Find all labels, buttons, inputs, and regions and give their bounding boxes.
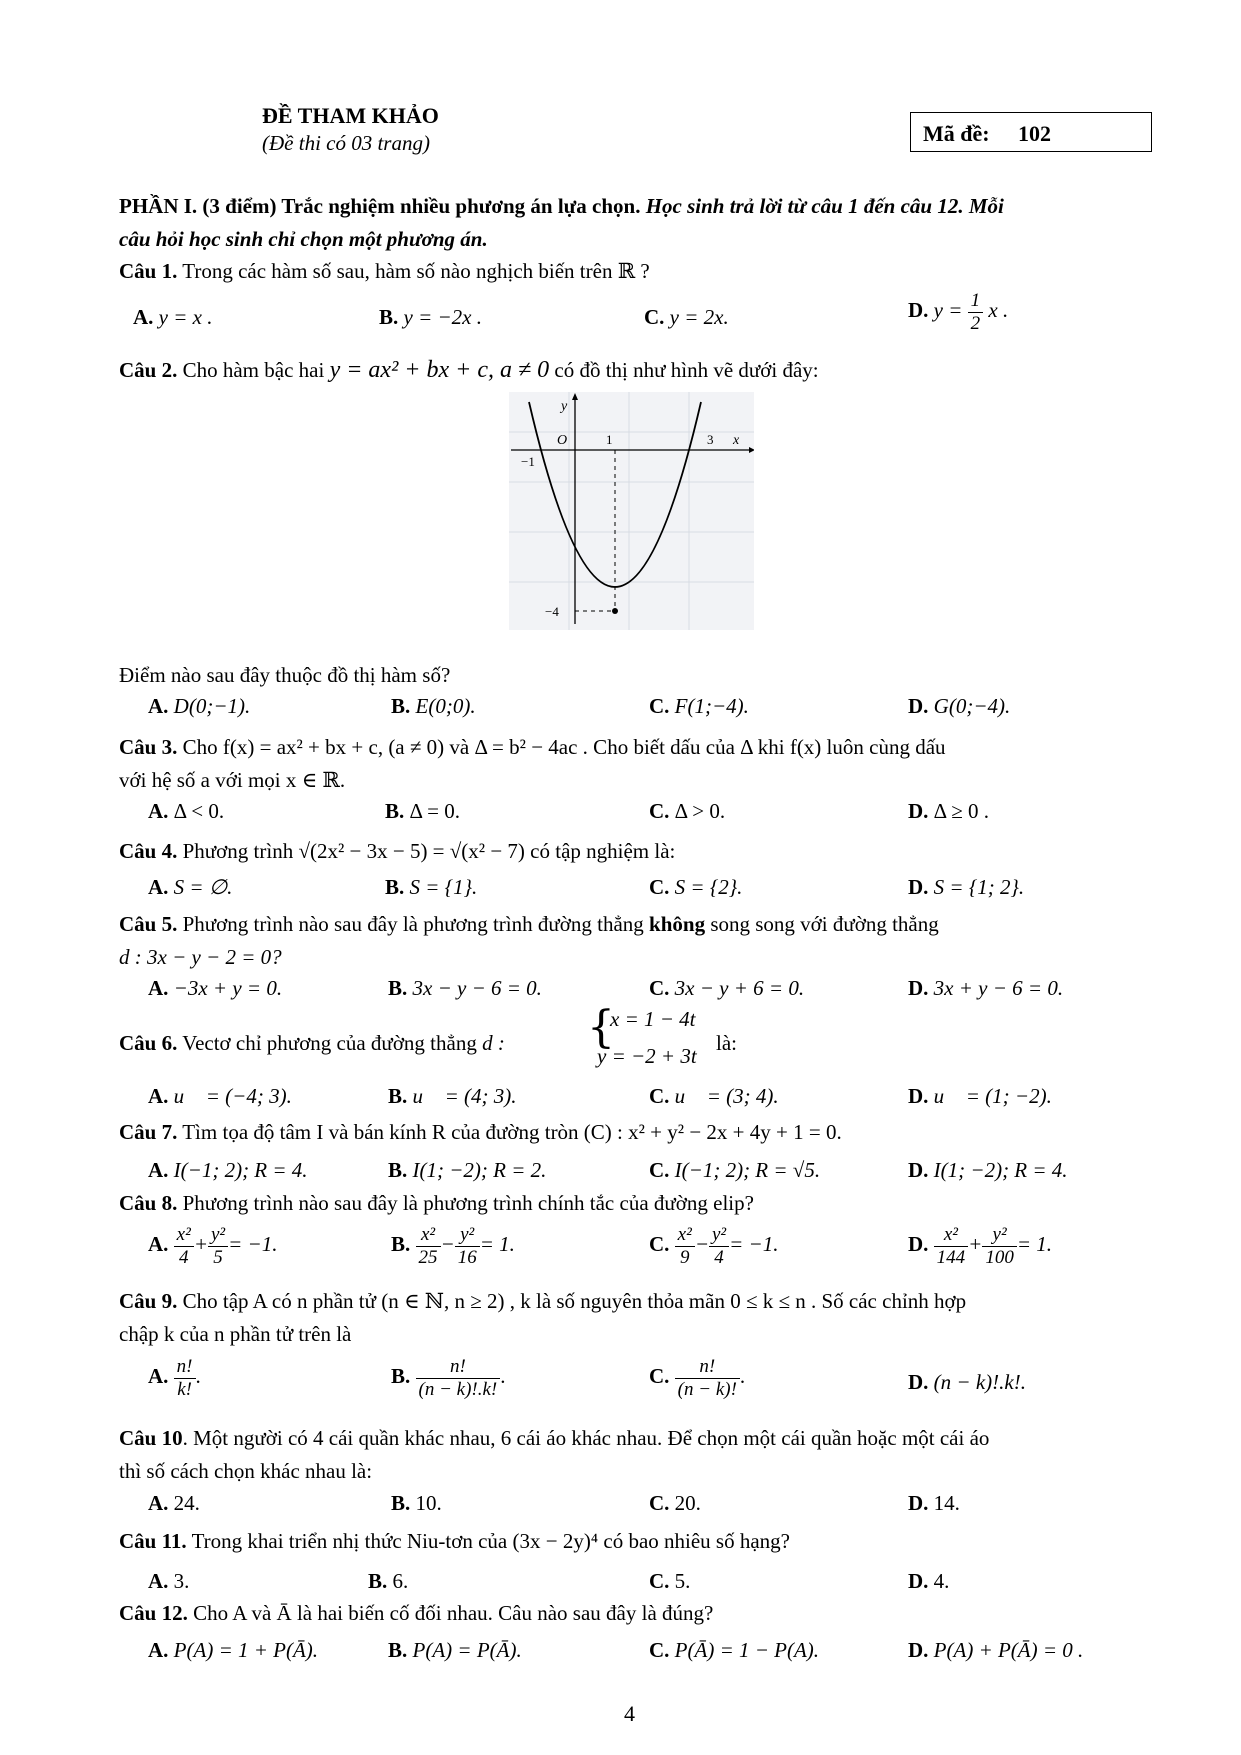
q3-stem: Câu 3. Cho f(x) = ax² + bx + c, (a ≠ 0) và Δ = b² − 4ac . Cho biết dấu của Δ khi f(x) luôn cùng dấu <box>119 735 946 759</box>
q3-option-b: B. Δ = 0. <box>385 799 460 823</box>
q8-stem: Câu 8. Phương trình nào sau đây là phương trình chính tắc của đường elip? <box>119 1191 754 1215</box>
q1-option-c: C. y = 2x. <box>644 305 729 329</box>
graph-y-label: y <box>561 399 568 414</box>
q5-option-c: C. 3x − y + 6 = 0. <box>649 976 805 1000</box>
q3-option-a: A. Δ < 0. <box>148 799 225 823</box>
q8-option-a: A. $\frac{\text{x²}}{4}$ + $\frac{\text{y²}}{5}$ = −1. <box>148 1224 278 1268</box>
q9-option-b: B. $\frac{n!}{(n - k)!.k!}$ . <box>391 1356 506 1400</box>
q6-option-b: B. u⃗ = (4; 3). <box>388 1084 517 1108</box>
q8-option-d: D. $\frac{\text{x²}}{144}$ + $\frac{\text{y²}}{100}$ = 1. <box>908 1224 1053 1268</box>
q11-option-b: B. 6. <box>368 1569 409 1593</box>
q2-question: Điểm nào sau đây thuộc đồ thị hàm số? <box>119 663 451 687</box>
q2-option-d: D. G(0;−4). <box>908 694 1011 718</box>
graph-x-label: x <box>733 433 740 448</box>
q9-option-d: D. (n − k)!.k!. <box>908 1370 1026 1394</box>
q7-option-b: B. I(1; −2); R = 2. <box>388 1158 547 1182</box>
q5-stem: Câu 5. Phương trình nào sau đây là phương trình đường thẳng không song song với đường thẳng <box>119 912 939 936</box>
q12-option-a: A. P(A) = 1 + P(Ā). <box>148 1638 319 1662</box>
q6-stem: Câu 6. Vectơ chỉ phương của đường thẳng d : <box>119 1031 505 1055</box>
q4-option-a: A. S = ∅. <box>148 875 233 899</box>
q6-eq1: x = 1 − 4t <box>610 1007 696 1031</box>
q6-option-d: D. u⃗ = (1; −2). <box>908 1084 1052 1108</box>
q2-option-b: B. E(0;0). <box>391 694 476 718</box>
q3-option-d: D. Δ ≥ 0 . <box>908 799 990 823</box>
q3-option-c: C. Δ > 0. <box>649 799 726 823</box>
q1-stem: Câu 1. Trong các hàm số sau, hàm số nào nghịch biến trên ℝ ? <box>119 259 650 283</box>
q9-stem-2: chập k của n phần tử trên là <box>119 1322 352 1346</box>
q4-option-b: B. S = {1}. <box>385 875 478 899</box>
q6-option-a: A. u⃗ = (−4; 3). <box>148 1084 292 1108</box>
q2-option-c: C. F(1;−4). <box>649 694 749 718</box>
q4-option-d: D. S = {1; 2}. <box>908 875 1025 899</box>
q7-stem: Câu 7. Tìm tọa độ tâm I và bán kính R của đường tròn (C) : x² + y² − 2x + 4y + 1 = 0. <box>119 1120 842 1144</box>
q12-stem: Câu 12. Cho A và Ā là hai biến cố đối nhau. Câu nào sau đây là đúng? <box>119 1601 714 1625</box>
q7-option-c: C. I(−1; 2); R = √5. <box>649 1158 821 1182</box>
q9-option-a: A. $\frac{n!}{k!}$ . <box>148 1356 201 1400</box>
parabola-graph <box>509 392 754 630</box>
q10-option-a: A. 24. <box>148 1491 200 1515</box>
exam-code-value: 102 <box>1018 121 1051 146</box>
exam-code-label: Mã đề: <box>923 121 990 146</box>
q8-option-b: B. $\frac{\text{x²}}{25}$ − $\frac{\text{y²}}{16}$ = 1. <box>391 1224 515 1268</box>
q9-stem: Câu 9. Cho tập A có n phần tử (n ∈ ℕ, n ≥ 2) , k là số nguyên thỏa mãn 0 ≤ k ≤ n . Số các chỉnh hợp <box>119 1289 967 1313</box>
q5-option-a: A. −3x + y = 0. <box>148 976 283 1000</box>
q10-stem: Câu 10. Một người có 4 cái quần khác nhau, 6 cái áo khác nhau. Để chọn một cái quần hoặc một cái áo <box>119 1426 990 1450</box>
q10-stem-2: thì số cách chọn khác nhau là: <box>119 1459 373 1483</box>
graph-origin: O <box>557 433 568 448</box>
q5-stem-2: d : 3x − y − 2 = 0? <box>119 945 282 969</box>
part1-instruction: câu hỏi học sinh chỉ chọn một phương án. <box>119 227 488 251</box>
q11-option-c: C. 5. <box>649 1569 691 1593</box>
q12-option-d: D. P(A) + P(Ā) = 0 . <box>908 1638 1084 1662</box>
q1-option-b: B. y = −2x . <box>379 305 482 329</box>
q6-eq2: y = −2 + 3t <box>597 1044 697 1068</box>
q6-option-c: C. u⃗ = (3; 4). <box>649 1084 779 1108</box>
graph-tick-neg1: −1 <box>521 454 535 469</box>
graph-tick-1: 1 <box>606 432 613 447</box>
q12-option-b: B. P(A) = P(Ā). <box>388 1638 522 1662</box>
q12-option-c: C. P(Ā) = 1 − P(A). <box>649 1638 820 1662</box>
q9-option-c: C. $\frac{n!}{(n - k)!}$ . <box>649 1356 746 1400</box>
q11-option-a: A. 3. <box>148 1569 190 1593</box>
q1-option-a: A. y = x . <box>133 305 213 329</box>
page-number: 4 <box>624 1701 635 1726</box>
q4-option-c: C. S = {2}. <box>649 875 743 899</box>
q3-stem-2: với hệ số a với mọi x ∈ ℝ. <box>119 768 346 792</box>
q1-option-d: D. y = $\frac{1}{2}$ x . <box>908 290 1009 334</box>
q2-option-a: A. D(0;−1). <box>148 694 251 718</box>
exam-subtitle: (Đề thi có 03 trang) <box>262 131 430 155</box>
q11-stem: Câu 11. Trong khai triển nhị thức Niu-tơn của (3x − 2y)⁴ có bao nhiêu số hạng? <box>119 1529 790 1553</box>
q8-option-c: C. $\frac{\text{x²}}{9}$ − $\frac{\text{y²}}{4}$ = −1. <box>649 1224 779 1268</box>
q2-stem: Câu 2. Cho hàm bậc hai y = ax² + bx + c, a ≠ 0 có đồ thị như hình vẽ dưới đây: <box>119 357 819 383</box>
q4-stem: Câu 4. Phương trình √(2x² − 3x − 5) = √(x² − 7) có tập nghiệm là: <box>119 839 676 863</box>
q5-option-d: D. 3x + y − 6 = 0. <box>908 976 1064 1000</box>
q10-option-b: B. 10. <box>391 1491 442 1515</box>
q7-option-a: A. I(−1; 2); R = 4. <box>148 1158 308 1182</box>
q6-stem-post: là: <box>716 1031 737 1055</box>
q7-option-d: D. I(1; −2); R = 4. <box>908 1158 1068 1182</box>
q6-system-brace: { <box>587 1002 615 1053</box>
q10-option-d: D. 14. <box>908 1491 960 1515</box>
q10-option-c: C. 20. <box>649 1491 701 1515</box>
q5-option-b: B. 3x − y − 6 = 0. <box>388 976 542 1000</box>
graph-tick-neg4: −4 <box>545 604 559 619</box>
graph-tick-3: 3 <box>707 432 714 447</box>
exam-code-box <box>910 112 1152 152</box>
exam-title: ĐỀ THAM KHẢO <box>262 103 439 128</box>
q11-option-d: D. 4. <box>908 1569 950 1593</box>
part1-heading: PHẦN I. (3 điểm) Trắc nghiệm nhiều phương án lựa chọn. Học sinh trả lời từ câu 1 đến câu 12. Mỗi <box>119 194 1004 218</box>
